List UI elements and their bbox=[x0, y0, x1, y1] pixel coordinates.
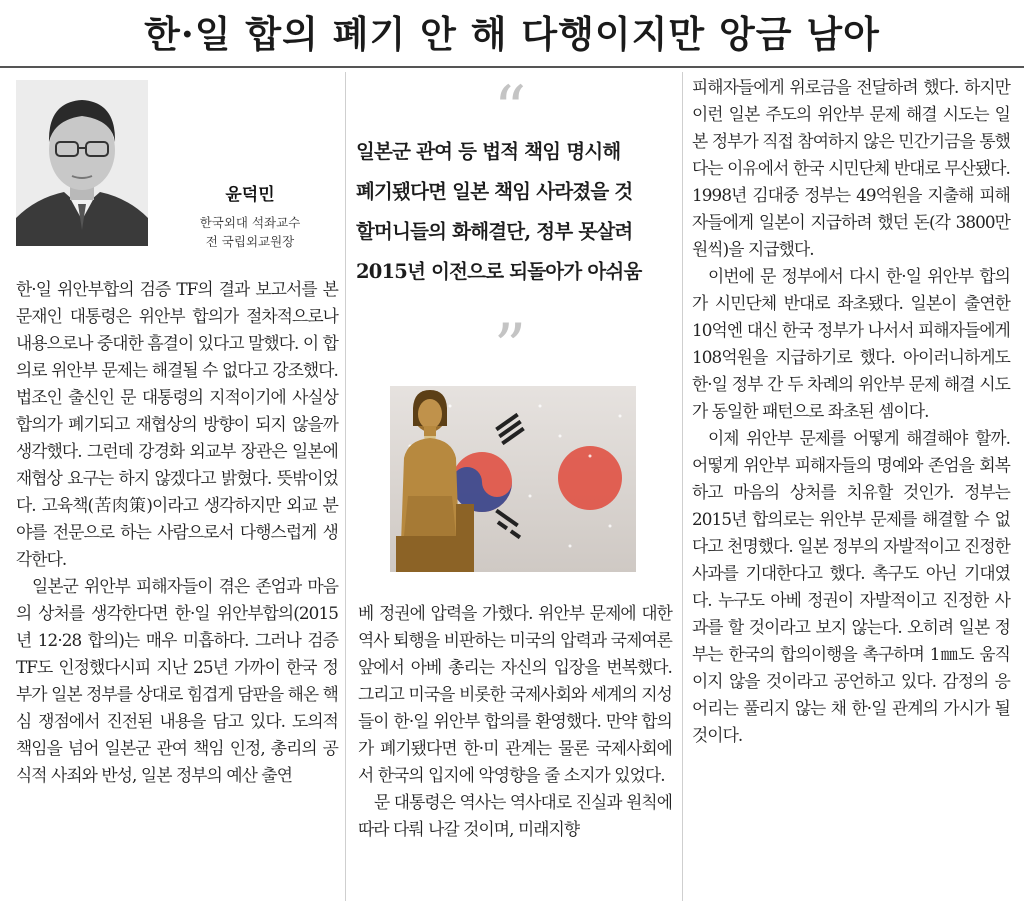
pullquote-line: 폐기됐다면 일본 책임 사라졌을 것 bbox=[356, 180, 633, 203]
pullquote-line: 할머니들의 화해결단, 정부 못살려 bbox=[356, 220, 633, 243]
author-title: 전 국립외교원장 bbox=[205, 234, 295, 249]
pullquote bbox=[356, 132, 676, 292]
author-photo bbox=[16, 80, 148, 246]
column-divider bbox=[682, 72, 683, 901]
byline bbox=[150, 180, 350, 251]
headline: 한·일 합의 폐기 안 해 다행이지만 앙금 남아 bbox=[144, 12, 880, 56]
quote-close-mark: ” bbox=[493, 311, 527, 385]
paragraph: 한·일 위안부합의 검증 TF의 결과 보고서를 본 문재인 대통령은 위안부 합의가 절차적으로나 내용으로나 중대한 흠결이 있다고 말했다. 이 합의로 위안부 문제는 해결될 수 없다고 강조했다. 법조인 출신인 문 대통령의 지적이기에 사실상 합의가 폐기되고 재협상의 방향이 되지 않을까 생각했다. 그런데 강경화 외교부 장관은 일본에 재협상 요구는 하지 않겠다고 밝혔다. 뜻밖이었다. 고육책(苦肉策)이라고 생각하지만 외교 분야를 전문으로 하는 사람으로서 다행스럽게 생각한다. bbox=[16, 279, 338, 569]
pullquote-line: 2015년 이전으로 되돌아가 아쉬움 bbox=[356, 260, 642, 283]
article-column-2 bbox=[358, 600, 672, 843]
paragraph: 베 정권에 압력을 가했다. 위안부 문제에 대한 역사 퇴행을 비판하는 미국의 압력과 국제여론 앞에서 아베 총리는 자신의 입장을 번복했다. 그리고 미국을 비롯한 국제사회와 세계의 지성들이 한·일 위안부 합의를 환영했다. 만약 합의가 폐기됐다면 한·미 관계는 물론 국제사회에서 한국의 입지에 악영향을 줄 소지가 있었다. bbox=[358, 603, 672, 785]
paragraph: 이번에 문 정부에서 다시 한·일 위안부 합의가 시민단체 반대로 좌초됐다. 일본이 출연한 10억엔 대신 한국 정부가 나서서 피해자들에게 108억원을 지급하기로 했다. 아이러니하게도 한·일 정부 간 두 차례의 위안부 문제 해결 시도가 동일한 패턴으로 좌초된 셈이다. bbox=[692, 266, 1010, 421]
pullquote-line: 일본군 관여 등 법적 책임 명시해 bbox=[356, 140, 621, 163]
author-name: 윤덕민 bbox=[225, 185, 275, 205]
paragraph: 이제 위안부 문제를 어떻게 해결해야 할까. 어떻게 위안부 피해자들의 명예와 존엄을 회복하고 마음의 상처를 치유할 것인가. 정부는 2015년 합의로는 위안부 문제를 해결할 수 없다고 천명했다. 일본 정부의 자발적이고 진정한 사과를 기대한다고 했다. 촉구도 아닌 기대였다. 누구도 아베 정권이 자발적이고 진정한 사과를 할 것이라고 보지 않는다. 오히려 일본 정부는 한국의 합의이행을 촉구하며 1㎜도 움직이지 않을 것이라고 공언하고 있다. 감정의 응어리는 풀리지 않는 채 한·일 관계의 가시가 될 것이다. bbox=[692, 428, 1010, 745]
article-column-1 bbox=[16, 276, 338, 789]
article-column-3 bbox=[692, 74, 1010, 749]
quote-open-mark: “ bbox=[493, 73, 527, 147]
paragraph: 일본군 위안부 피해자들이 겪은 존엄과 마음의 상처를 생각한다면 한·일 위안부합의(2015년 12·28 합의)는 매우 미흡하다. 그러나 검증 TF도 인정했다시피 지난 25년 가까이 한국 정부가 일본 정부를 상대로 힘겹게 담판을 해온 핵심 쟁점에서 진전된 내용을 담고 있다. 도의적 책임을 넘어 일본군 관여 책임 인정, 총리의 공식적 사죄와 반성, 일본 정부의 예산 출연 bbox=[16, 576, 338, 785]
paragraph: 문 대통령은 역사는 역사대로 진실과 원칙에 따라 다뤄 나갈 것이며, 미래지향 bbox=[358, 792, 672, 839]
author-title: 한국외대 석좌교수 bbox=[199, 215, 301, 230]
paragraph: 피해자들에게 위로금을 전달하려 했다. 하지만 이런 일본 주도의 위안부 문제 해결 시도는 일본 정부가 직접 참여하지 않은 민간기금을 통했다는 이유에서 한국 시민단체 반대로 무산됐다. 1998년 김대중 정부는 49억원을 지출해 피해자들에게 일본이 지급하려 했던 돈(각 3800만원씩)을 지급했다. bbox=[692, 77, 1010, 259]
illustration-statue-flags bbox=[390, 386, 636, 572]
headline-rule bbox=[0, 66, 1024, 68]
